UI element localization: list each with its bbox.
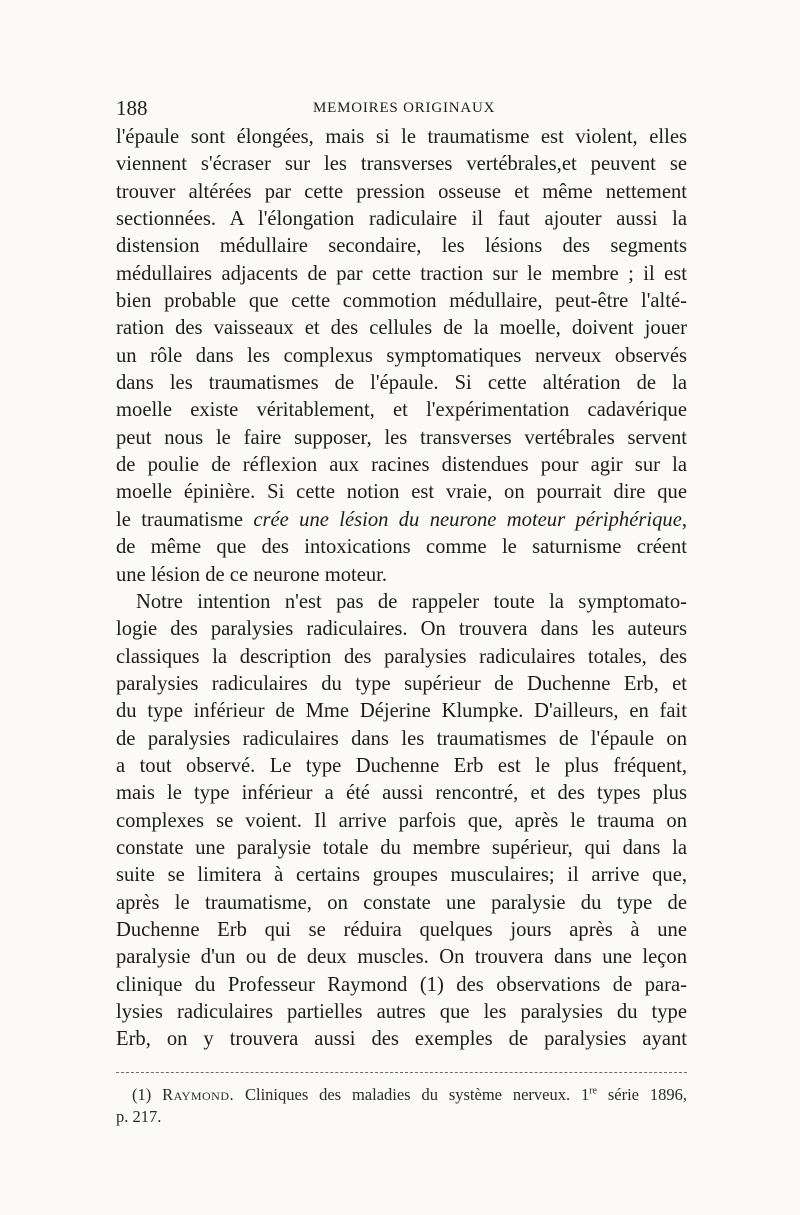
text-line: du type inférieur de Mme Déjerine Klumpke. D'ailleurs, en fait [116,700,687,723]
text-line: peut nous le faire supposer, les transverses vertébrales servent [116,426,687,449]
text-line: de même que des intoxications comme le saturnisme créent [116,536,687,559]
footnote-divider [116,1072,687,1073]
page-header [116,96,687,122]
text-line: clinique du Professeur Raymond (1) des observations de para- [116,973,687,996]
text-line: classiques la description des paralysies radiculaires totales, des [116,645,687,668]
footnote [116,1084,687,1128]
text-line: un rôle dans les complexus symptomatiques nerveux observés [116,344,687,367]
text-line: trouver altérées par cette pression osseuse et même nettement [116,180,687,203]
text-run: , [681,508,687,531]
text-run: le traumatisme [116,508,254,531]
paragraph-1 [116,124,687,589]
text-line: a tout observé. Le type Duchenne Erb est le plus fréquent, [116,754,687,777]
text-line: complexes se voient. Il arrive parfois que, après le trauma on [116,809,687,832]
text-line: constate une paralysie totale du membre supérieur, qui dans la [116,836,687,859]
text-line: lysies radiculaires partielles autres que les paralysies du type [116,1001,687,1023]
text-line: de paralysies radiculaires dans les traumatismes de l'épaule on [116,727,687,750]
footnote-author: Raymond. [162,1085,235,1104]
footnote-mark: (1) [132,1085,152,1104]
footnote-series-sup: re [589,1085,597,1097]
text-line: Notre intention n'est pas de rappeler toute la symptomato- [136,590,687,613]
body-text [116,124,687,1054]
running-head: MEMOIRES ORIGINAUX [313,100,496,116]
footnote-page-ref: p. 217. [116,1107,162,1126]
text-line: mais le type inférieur a été aussi rencontré, et des types plus [116,782,687,805]
footnote-text: Cliniques des maladies du système nerveux. [245,1085,571,1104]
text-line: distension médullaire secondaire, les lésions des segments [116,235,687,258]
page-content [116,96,687,1054]
text-line: viennent s'écraser sur les transverses vertébrales,et peuvent se [116,153,687,176]
text-line: dans les traumatismes de l'épaule. Si cette altération de la [116,372,687,395]
text-line: de poulie de réflexion aux racines distendues pour agir sur la [116,454,687,477]
footnote-series-rest: série 1896, [607,1085,687,1104]
footnote-line [116,1084,687,1106]
text-line: ration des vaisseaux et des cellules de la moelle, doivent jouer [116,317,687,340]
footnote-series-num: 1 [580,1085,590,1104]
page-number: 188 [116,96,148,120]
text-line: après le traumatisme, on constate une paralysie du type de [116,891,687,914]
text-line: l'épaule sont élongées, mais si le traumatisme est violent, elles [116,126,687,148]
text-line: paralysies radiculaires du type supérieur de Duchenne Erb, et [116,672,687,695]
text-line: logie des paralysies radiculaires. On trouvera dans les auteurs [116,618,687,641]
text-line: moelle existe véritablement, et l'expérimentation cadavérique [116,399,687,422]
text-line: médullaires adjacents de par cette traction sur le membre ; il est [116,262,687,285]
text-line: Erb, on y trouvera aussi des exemples de paralysies ayant [116,1028,687,1051]
text-line: Duchenne Erb qui se réduira quelques jours après à une [116,918,687,941]
text-line: moelle épinière. Si cette notion est vraie, on pourrait dire que [116,481,687,504]
italic-phrase: crée une lésion du neurone moteur périphérique [253,508,682,531]
text-line: une lésion de ce neurone moteur. [116,563,388,586]
text-line: suite se limitera à certains groupes musculaires; il arrive que, [116,864,687,887]
text-line: paralysie d'un ou de deux muscles. On trouvera dans une leçon [116,946,687,969]
paragraph-2 [116,589,687,1054]
text-line: bien probable que cette commotion médullaire, peut-être l'alté- [116,290,687,313]
text-line: sectionnées. A l'élongation radiculaire il faut ajouter aussi la [116,208,687,231]
text-line-italic [116,507,687,534]
